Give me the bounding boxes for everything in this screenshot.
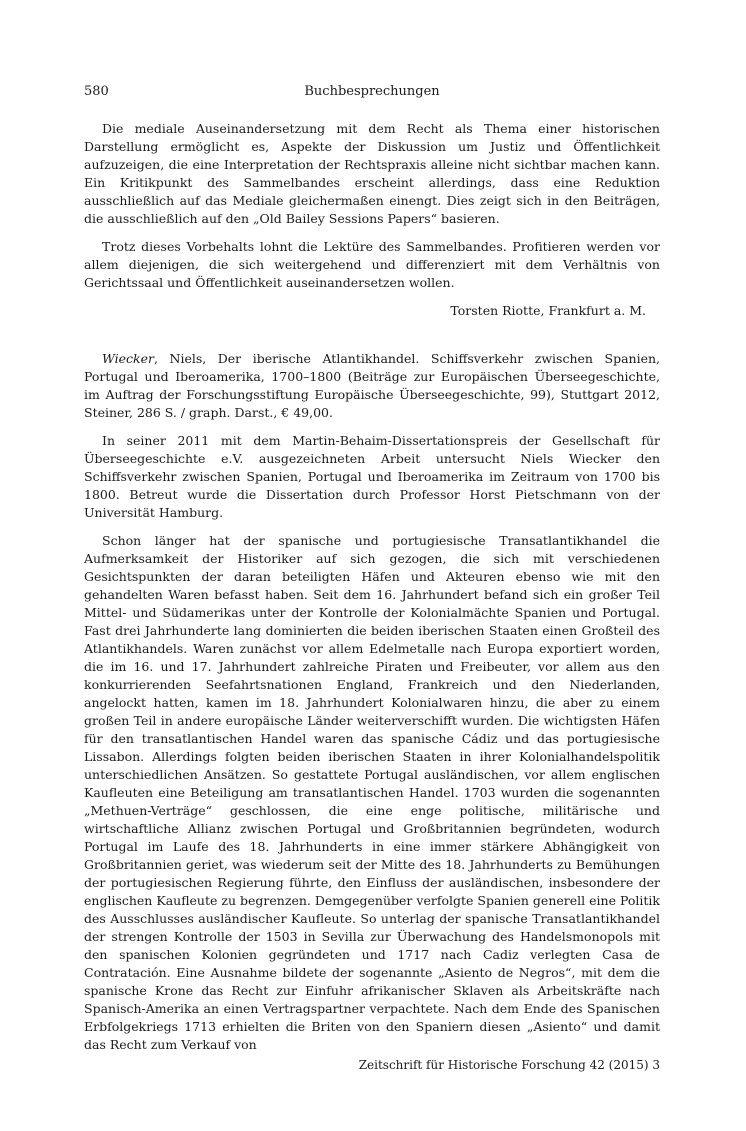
review2-biblio-details: , Niels, Der iberische Atlantikhandel. Schiffsverkehr zwischen Spanien, Portugal und Iberoamerika, 1700–1800 (Beiträge zur Europäischen Überseegeschichte, im Auftrag der Forschungsstiftung Europäische Überseegeschichte, 99), Stuttgart 2012, Steiner, 286 S. / graph. Darst., € 49,00. [84, 351, 660, 420]
review2-bibliographic-entry [84, 350, 660, 422]
running-head: Buchbesprechungen [304, 84, 440, 99]
review1-signature: Torsten Riotte, Frankfurt a. M. [450, 303, 646, 318]
document-page [84, 0, 660, 1131]
review1-paragraph-1: Die mediale Auseinandersetzung mit dem Recht als Thema einer historischen Darstellung ermöglicht es, Aspekte der Diskussion um Justiz und Öffentlichkeit aufzuzeigen, die eine Interpretation der Rechtspraxis alleine nicht sichtbar machen kann. Ein Kritikpunkt des Sammelbandes erscheint allerdings, dass eine Reduktion ausschließlich auf das Mediale gleichermaßen einengt. Dies zeigt sich in den Beiträgen, die ausschließlich auf den „Old Bailey Sessions Papers“ basieren. [84, 121, 660, 226]
page-content [84, 120, 660, 1064]
review2-author-surname: Wiecker [102, 351, 154, 366]
review1-paragraph-2: Trotz dieses Vorbehalts lohnt die Lektüre des Sammelbandes. Profitieren werden vor allem diejenigen, die sich weitergehend und differenziert mit dem Verhältnis von Gerichtssaal und Öffentlichkeit auseinandersetzen wollen. [84, 239, 660, 290]
review2-paragraph-2: Schon länger hat der spanische und portugiesische Transatlantikhandel die Aufmerksamkeit der Historiker auf sich gezogen, die sich mit verschiedenen Gesichtspunkten der daran beteiligten Häfen und Akteuren ebenso wie mit den gehandelten Waren befasst haben. Seit dem 16. Jahrhundert befand sich ein großer Teil Mittel- und Südamerikas unter der Kontrolle der Kolonialmächte Spanien und Portugal. Fast drei Jahrhunderte lang dominierten die beiden iberischen Staaten einen Großteil des Atlantikhandels. Waren zunächst vor allem Edelmetalle nach Europa exportiert worden, die im 16. und 17. Jahrhundert zahlreiche Piraten und Freibeuter, vor allem aus den konkurrierenden Seefahrtsnationen England, Frankreich und den Niederlanden, angelockt hatten, kamen im 18. Jahrhundert Kolonialwaren hinzu, die aber zu einem großen Teil in andere europäische Länder weiterverschifft wurden. Die wichtigsten Häfen für den transatlantischen Handel waren das spanische Cádiz und das portugiesische Lissabon. Allerdings folgten beiden iberischen Staaten in ihrer Kolonialhandelspolitik unterschiedlichen Ansätzen. So gestattete Portugal ausländischen, vor allem englischen Kaufleuten eine Beteiligung am transatlantischen Handel. 1703 wurden die sogenannten „Methuen-Verträge“ geschlossen, die eine enge politische, militärische und wirtschaftliche Allianz zwischen Portugal und Großbritannien begründeten, wodurch Portugal im Laufe des 18. Jahrhunderts in eine immer stärkere Abhängigkeit von Großbritannien geriet, was wiederum seit der Mitte des 18. Jahrhunderts zu Bemühungen der portugiesischen Regierung führte, den Einfluss der ausländischen, insbesondere der englischen Kaufleute zu begrenzen. Demgegenüber verfolgte Spanien generell eine Politik des Ausschlusses ausländischer Kaufleute. So unterlag der spanische Transatlantikhandel der strengen Kontrolle der 1503 in Sevilla zur Überwachung des Handelsmonopols mit den spanischen Kolonien gegründeten und 1717 nach Cadiz verlegten Casa de Contratación. Eine Ausnahme bildete der sogenannte „Asiento de Negros“, mit dem die spanische Krone das Recht zur Einfuhr afrikanischer Sklaven als Arbeitskräfte nach Spanisch-Amerika an einen Vertragspartner verpachtete. Nach dem Ende des Spanischen Erbfolgekriegs 1713 erhielten die Briten von den Spaniern diesen „Asiento“ und damit das Recht zum Verkauf von [84, 533, 660, 1052]
page-number: 580 [84, 84, 109, 99]
review2-paragraph-1: In seiner 2011 mit dem Martin-Behaim-Dissertationspreis der Gesellschaft für Überseegeschichte e.V. ausgezeichneten Arbeit untersucht Niels Wiecker den Schiffsverkehr zwischen Spanien, Portugal und Iberoamerika im Zeitraum von 1700 bis 1800. Betreut wurde die Dissertation durch Professor Horst Pietschmann von der Universität Hamburg. [84, 433, 660, 520]
page-footer: Zeitschrift für Historische Forschung 42 (2015) 3 [358, 1058, 660, 1072]
